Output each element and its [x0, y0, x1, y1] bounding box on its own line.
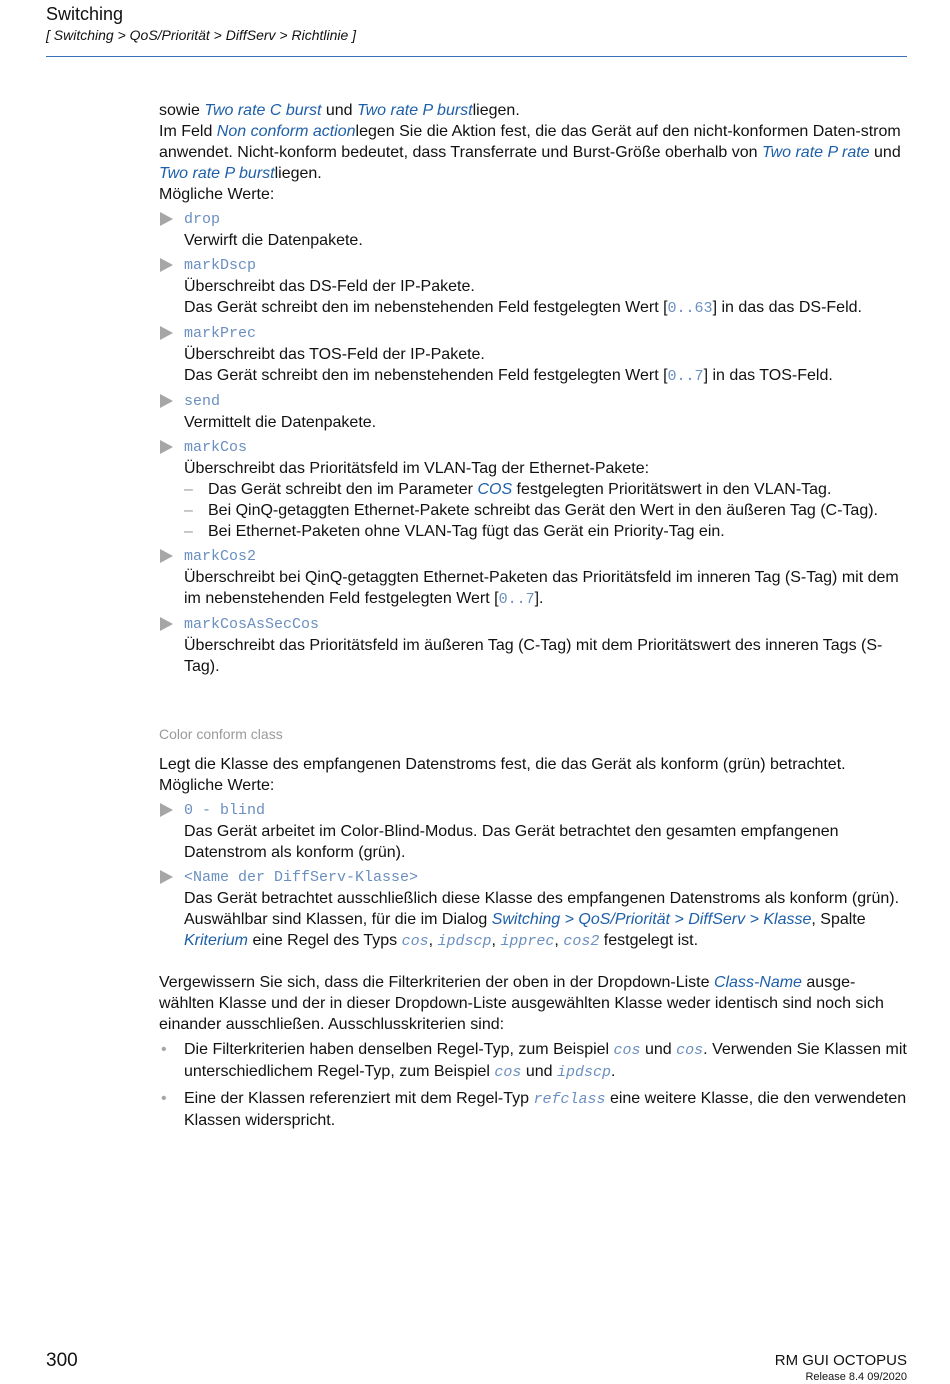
value-name: markCosAsSecCos	[184, 616, 320, 633]
value-name: markCos2	[184, 548, 257, 565]
triangle-bullet-icon	[160, 394, 173, 408]
code-ipprec: ipprec	[500, 933, 555, 950]
value-item-blind	[159, 800, 909, 863]
code-ipdscp: ipdscp	[437, 933, 492, 950]
text: und	[321, 102, 358, 119]
value-range: 0..7	[667, 368, 704, 385]
value-item-drop	[159, 209, 909, 251]
code-cos2: cos2	[563, 933, 600, 950]
text: Im Feld	[159, 123, 217, 140]
text: Eine der Klassen referenziert mit dem Regel-Typ	[184, 1090, 534, 1107]
value-item-markprec	[159, 323, 909, 387]
possible-values-label: Mögliche Werte:	[159, 186, 275, 203]
code-ipdscp: ipdscp	[556, 1064, 611, 1081]
section-description: Legt die Klasse des empfangenen Datenstroms fest, die das Gerät als konform (grün) betrachtet.	[159, 756, 846, 773]
triangle-bullet-icon	[160, 617, 173, 631]
text: sowie	[159, 102, 205, 119]
ref-two-rate-p-burst[interactable]: Two rate P burst	[357, 102, 473, 119]
value-item-markcosassecos	[159, 614, 909, 677]
page-header-title: Switching	[46, 4, 124, 24]
value-description: Vermittelt die Datenpakete.	[184, 414, 377, 431]
main-content	[159, 100, 909, 1136]
dash-marker: –	[184, 481, 193, 498]
text: festgelegten Prioritätswert in den VLAN-Tag.	[512, 481, 832, 498]
value-item-send	[159, 391, 909, 433]
text: ,	[428, 932, 438, 949]
text: ,	[554, 932, 564, 949]
triangle-bullet-icon	[160, 870, 173, 884]
page-number: 300	[46, 1350, 78, 1371]
value-description-2	[184, 909, 909, 952]
sub-list-item	[184, 479, 909, 500]
text: und	[869, 144, 901, 161]
text: .	[610, 1063, 616, 1080]
text: Überschreibt bei QinQ-getaggten Ethernet-Paketen das Prioritätsfeld im inneren Tag (S-Tag) mit dem im nebenstehenden Feld festgelegten Wert [	[184, 569, 899, 607]
text: Das Gerät schreibt den im Parameter	[208, 481, 478, 498]
bullet-item	[159, 1088, 909, 1131]
section-title-color-conform-class: Color conform class	[159, 726, 283, 742]
text: Bei Ethernet-Paketen ohne VLAN-Tag fügt das Gerät ein Priority-Tag ein.	[208, 523, 725, 540]
code-cos: cos	[494, 1064, 522, 1081]
code-cos: cos	[401, 933, 429, 950]
value-description-2	[184, 365, 909, 387]
value-range: 0..7	[498, 591, 535, 608]
triangle-bullet-icon	[160, 549, 173, 563]
intro-paragraph-2	[159, 121, 909, 184]
sub-list-item	[184, 521, 909, 542]
value-name: markPrec	[184, 325, 257, 342]
breadcrumb: [ Switching > QoS/Priorität > DiffServ > Richtlinie ]	[46, 27, 357, 43]
text: legen Sie die Aktion fest, die das Gerät auf den nicht-konformen Daten-strom anwendet. Nicht-konform bedeutet, dass Transferrate und Burst-Größe oberhalb von	[159, 123, 901, 161]
text: liegen.	[472, 102, 520, 119]
header-divider	[46, 56, 907, 57]
triangle-bullet-icon	[160, 803, 173, 817]
text: eine Regel des Typs	[248, 932, 402, 949]
value-description: Überschreibt das Prioritätsfeld im äußeren Tag (C-Tag) mit dem Prioritätswert des inneren Tags (S-Tag).	[184, 637, 883, 675]
text: ].	[534, 590, 544, 607]
value-description-2	[184, 297, 909, 319]
verify-paragraph	[159, 972, 909, 1035]
text: liegen.	[274, 165, 322, 182]
ref-non-conform-action[interactable]: Non conform action	[216, 123, 356, 140]
ref-dialog-klasse[interactable]: Switching > QoS/Priorität > DiffServ > Klasse	[491, 911, 812, 928]
value-item-markcos2	[159, 546, 909, 610]
text: Die Filterkriterien haben denselben Regel-Typ, zum Beispiel	[184, 1041, 614, 1058]
triangle-bullet-icon	[160, 258, 173, 272]
intro-paragraph-1	[159, 100, 909, 121]
text: Vergewissern Sie sich, dass die Filterkriterien der oben in der Dropdown-Liste	[159, 974, 714, 991]
value-description	[184, 567, 909, 610]
bullet-dot: •	[161, 1041, 167, 1058]
value-name: send	[184, 393, 221, 410]
value-description: Verwirft die Datenpakete.	[184, 232, 363, 249]
value-description: Das Gerät arbeitet im Color-Blind-Modus. Das Gerät betrachtet den gesamten empfangenen Datenstrom als konform (grün).	[184, 823, 839, 861]
value-name: markCos	[184, 439, 248, 456]
text: und	[521, 1063, 557, 1080]
dash-marker: –	[184, 502, 193, 519]
possible-values-label: Mögliche Werte:	[159, 777, 275, 794]
bullet-dot: •	[161, 1090, 167, 1107]
text: ,	[491, 932, 501, 949]
text: ] in das das DS-Feld.	[712, 299, 862, 316]
ref-cos[interactable]: COS	[477, 481, 513, 498]
triangle-bullet-icon	[160, 440, 173, 454]
code-cos: cos	[613, 1042, 641, 1059]
sub-list-item	[184, 500, 909, 521]
dash-marker: –	[184, 523, 193, 540]
code-cos: cos	[676, 1042, 704, 1059]
ref-class-name[interactable]: Class-Name	[713, 974, 802, 991]
value-range: 0..63	[667, 300, 713, 317]
text: Das Gerät schreibt den im nebenstehenden Feld festgelegten Wert [	[184, 299, 668, 316]
value-description: Überschreibt das DS-Feld der IP-Pakete.	[184, 278, 475, 295]
value-name: <Name der DiffServ-Klasse>	[184, 869, 419, 886]
text: . Verwenden Sie Klassen mit unterschiedlichem Regel-Typ, zum Beispiel	[184, 1041, 907, 1080]
ref-two-rate-p-burst[interactable]: Two rate P burst	[159, 165, 275, 182]
code-refclass: refclass	[533, 1091, 606, 1108]
release-info: Release 8.4 09/2020	[805, 1371, 907, 1383]
bullet-item	[159, 1039, 909, 1083]
text: Das Gerät schreibt den im nebenstehenden Feld festgelegten Wert [	[184, 367, 668, 384]
value-description: Das Gerät betrachtet ausschließlich diese Klasse des empfangenen Datenstroms als konform (grün).	[184, 890, 900, 907]
product-name: RM GUI OCTOPUS	[774, 1352, 907, 1369]
value-name: drop	[184, 211, 221, 228]
value-description: Überschreibt das Prioritätsfeld im VLAN-Tag der Ethernet-Pakete:	[184, 460, 650, 477]
text: Auswählbar sind Klassen, für die im Dialog	[184, 911, 492, 928]
text: Bei QinQ-getaggten Ethernet-Pakete schreibt das Gerät den Wert in den äußeren Tag (C-Tag).	[208, 502, 878, 519]
ref-two-rate-c-burst[interactable]: Two rate C burst	[204, 102, 322, 119]
text: ausge-wählten Klasse und der in dieser Dropdown-Liste ausgewählten Klasse weder identisch sind noch sich einander ausschließen. Ausschlusskriterien sind:	[159, 974, 884, 1033]
text: , Spalte	[811, 911, 866, 928]
value-name: 0 - blind	[184, 802, 266, 819]
text: ] in das TOS-Feld.	[703, 367, 833, 384]
value-description: Überschreibt das TOS-Feld der IP-Pakete.	[184, 346, 485, 363]
ref-kriterium[interactable]: Kriterium	[184, 932, 249, 949]
text: und	[640, 1041, 677, 1058]
ref-two-rate-p-rate[interactable]: Two rate P rate	[761, 144, 870, 161]
value-item-markcos	[159, 437, 909, 542]
text: eine weitere Klasse, die den verwendeten Klassen widerspricht.	[184, 1090, 907, 1129]
value-item-diffserv-class	[159, 867, 909, 952]
triangle-bullet-icon	[160, 212, 173, 226]
value-item-markdscp	[159, 255, 909, 319]
value-name: markDscp	[184, 257, 257, 274]
text: festgelegt ist.	[599, 932, 699, 949]
triangle-bullet-icon	[160, 326, 173, 340]
